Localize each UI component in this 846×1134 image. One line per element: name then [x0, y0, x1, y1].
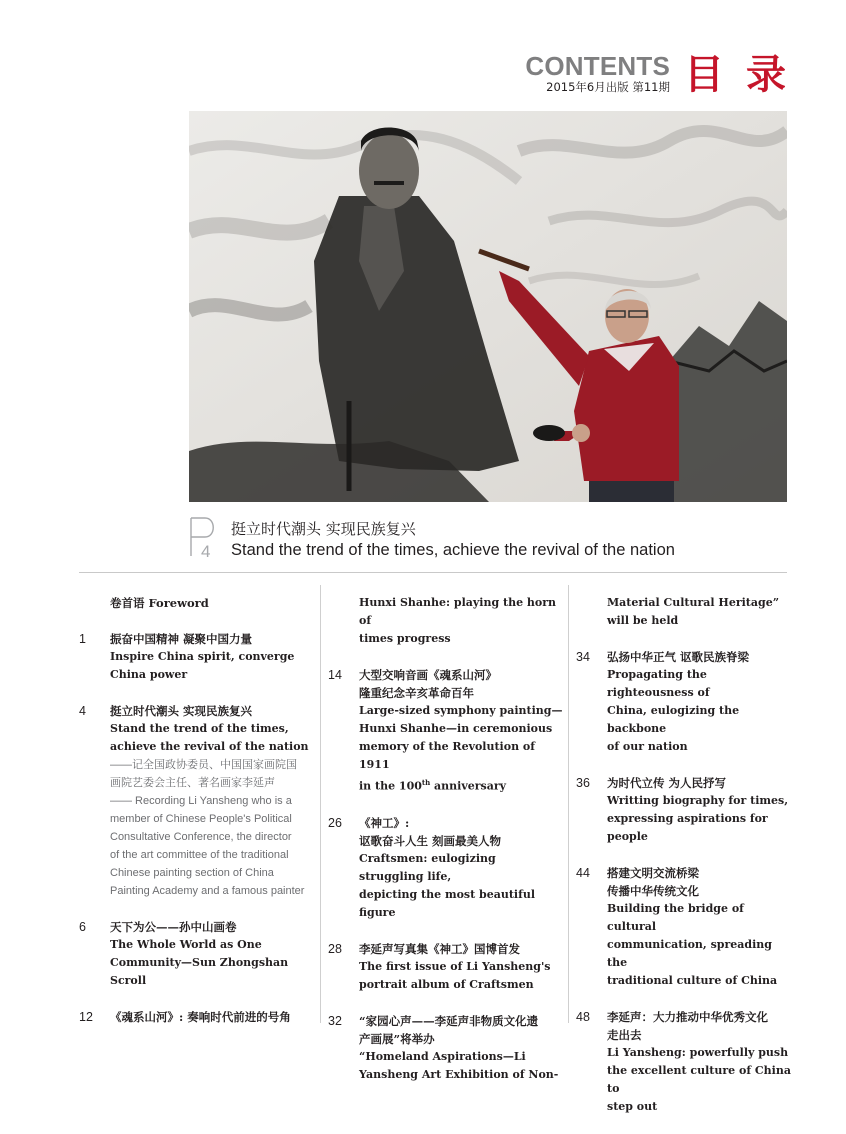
toc-page-number: 26 [328, 815, 342, 830]
toc-column-2 [328, 594, 564, 1102]
toc-subtitle: —— Recording Li Yansheng who is a [110, 795, 292, 807]
toc-title-en: Scroll [110, 974, 147, 987]
toc-title-cn: 振奋中国精神 凝聚中国力量 [110, 632, 253, 646]
toc-title-en: Large-sized symphony painting— [359, 704, 563, 717]
toc-title-en: portrait album of Craftsmen [359, 977, 534, 991]
toc-entry[interactable] [328, 666, 564, 796]
toc-subtitle: ——记全国政协委员、中国国家画院国 [110, 759, 297, 771]
toc-title-en: communication, spreading the [607, 938, 772, 969]
feature-page-number: 4 [201, 542, 211, 559]
toc-title-cn: “家园心声——李延声非物质文化遗 [359, 1013, 539, 1028]
toc-entry[interactable] [576, 774, 792, 846]
contents-heading-en: CONTENTS [525, 51, 670, 81]
toc-title-cn: 产画展”将举办 [359, 1031, 435, 1046]
toc-title-cn: 天下为公——孙中山画卷 [110, 920, 237, 934]
toc-title-cn: 《魂系山河》: 奏响时代前进的号角 [110, 1010, 291, 1024]
toc-title-en: Material Cultural Heritage” [607, 596, 780, 609]
toc-title-en: Yansheng Art Exhibition of Non- [359, 1067, 559, 1081]
toc-title-en: The first issue of Li Yansheng's [359, 959, 551, 973]
toc-title-en: Hunxi Shanhe—in ceremonious [359, 722, 553, 735]
toc-title-cn: 搭建文明交流桥梁 [607, 866, 699, 880]
toc-title-en: will be held [607, 614, 679, 627]
toc-title-en: the excellent culture of China to [607, 1064, 791, 1095]
toc-title-en: The Whole World as One [110, 938, 262, 951]
toc-column-1 [79, 594, 311, 1044]
toc-entry[interactable] [79, 630, 311, 684]
toc-title-cn: 隆重纪念辛亥革命百年 [359, 686, 474, 700]
toc-title-en: memory of the Revolution of 1911 [359, 740, 535, 771]
toc-subtitle: Chinese painting section of China [110, 867, 274, 879]
toc-entry[interactable] [79, 594, 311, 612]
toc-entry[interactable] [328, 814, 564, 922]
toc-title-en: Craftsmen: eulogizing struggling life, [359, 851, 496, 883]
toc-title-en: Community—Sun Zhongshan [110, 956, 289, 969]
toc-page-number: 36 [576, 776, 590, 790]
toc-page-number: 28 [328, 941, 342, 956]
toc-title-en: Propagating the righteousness of [607, 668, 710, 699]
cover-photo [189, 111, 787, 502]
toc-entry[interactable] [79, 1008, 311, 1026]
toc-entry[interactable] [576, 648, 792, 756]
toc-title-en: times progress [359, 632, 451, 645]
toc-title-en: Inspire China spirit, converge [110, 650, 295, 663]
divider-rule [79, 572, 787, 573]
toc-title-cn: 为时代立传 为人民抒写 [607, 776, 727, 790]
toc-column-3 [576, 594, 792, 1134]
toc-title-en: depicting the most beautiful figure [359, 887, 536, 919]
toc-entry[interactable] [79, 918, 311, 990]
toc-entry[interactable] [576, 864, 792, 990]
toc-title-en: Li Yansheng: powerfully push [607, 1046, 789, 1059]
toc-title-en: Hunxi Shanhe: playing the horn of [359, 596, 557, 627]
toc-page-number: 32 [328, 1013, 342, 1028]
toc-entry[interactable] [576, 594, 792, 630]
toc-title-en: Stand the trend of the times, [110, 722, 289, 735]
toc-subtitle: Painting Academy and a famous painter [110, 885, 305, 897]
toc-entry[interactable] [328, 940, 564, 994]
toc-title-en: traditional culture of China [607, 974, 778, 987]
issue-date: 2015年6月出版 第11期 [546, 80, 670, 94]
toc-title-en: China power [110, 668, 188, 681]
feature-title-cn: 挺立时代潮头 实现民族复兴 [231, 520, 416, 538]
toc-title-en: Writting biography for times, [607, 794, 789, 807]
toc-title-en: in the 100th anniversary [359, 778, 507, 793]
toc-page-number: 14 [328, 668, 342, 682]
toc-title-cn: 挺立时代潮头 实现民族复兴 [110, 704, 253, 718]
toc-entry[interactable] [328, 594, 564, 648]
toc-page-number: 48 [576, 1010, 590, 1024]
toc-title-en: Building the bridge of cultural [607, 902, 744, 933]
toc-title-cn: 《神工》: [359, 815, 410, 830]
toc-subtitle: Consultative Conference, the director [110, 831, 292, 843]
toc-page-number: 4 [79, 704, 86, 718]
toc-title-cn: 李延声写真集《神工》国博首发 [359, 941, 520, 956]
toc-page-number: 34 [576, 650, 590, 664]
feature-page-marker [188, 515, 228, 559]
toc-subtitle: of the art committee of the traditional [110, 849, 289, 861]
toc-title-cn: 大型交响音画《魂系山河》 [359, 668, 497, 682]
toc-title-en: “Homeland Aspirations—Li [359, 1049, 526, 1063]
toc-page-number: 44 [576, 866, 590, 880]
toc-title-cn: 李延声：大力推动中华优秀文化 [607, 1010, 768, 1024]
feature-title-en: Stand the trend of the times, achieve the revival of the nation [231, 541, 675, 559]
toc-title-en: of our nation [607, 740, 688, 753]
toc-entry[interactable] [576, 1008, 792, 1116]
toc-subtitle: member of Chinese People's Political [110, 813, 292, 825]
toc-title-en: China, eulogizing the backbone [607, 704, 740, 735]
toc-entry[interactable] [79, 702, 311, 900]
contents-heading-cn: 目录 [684, 52, 808, 98]
toc-page-number: 1 [79, 632, 86, 646]
toc-title-cn: 讴歌奋斗人生 刻画最美人物 [359, 833, 502, 848]
toc-title-cn: 走出去 [607, 1028, 642, 1042]
toc-title-cn: 传播中华传统文化 [607, 884, 699, 898]
toc-title-en: expressing aspirations for people [607, 812, 768, 843]
column-divider-1 [320, 585, 321, 1023]
toc-entry[interactable] [328, 1012, 564, 1084]
toc-page-number: 12 [79, 1010, 93, 1024]
toc-title-en: achieve the revival of the nation [110, 740, 309, 753]
toc-subtitle: 画院艺委会主任、著名画家李延声 [110, 777, 275, 789]
toc-page-number: 6 [79, 920, 86, 934]
toc-title-en: step out [607, 1100, 658, 1113]
toc-title-cn: 弘扬中华正气 讴歌民族脊梁 [607, 650, 750, 664]
toc-title-cn: 卷首语 Foreword [110, 596, 209, 610]
painter-photo-illustration [189, 111, 787, 502]
column-divider-2 [568, 585, 569, 1023]
